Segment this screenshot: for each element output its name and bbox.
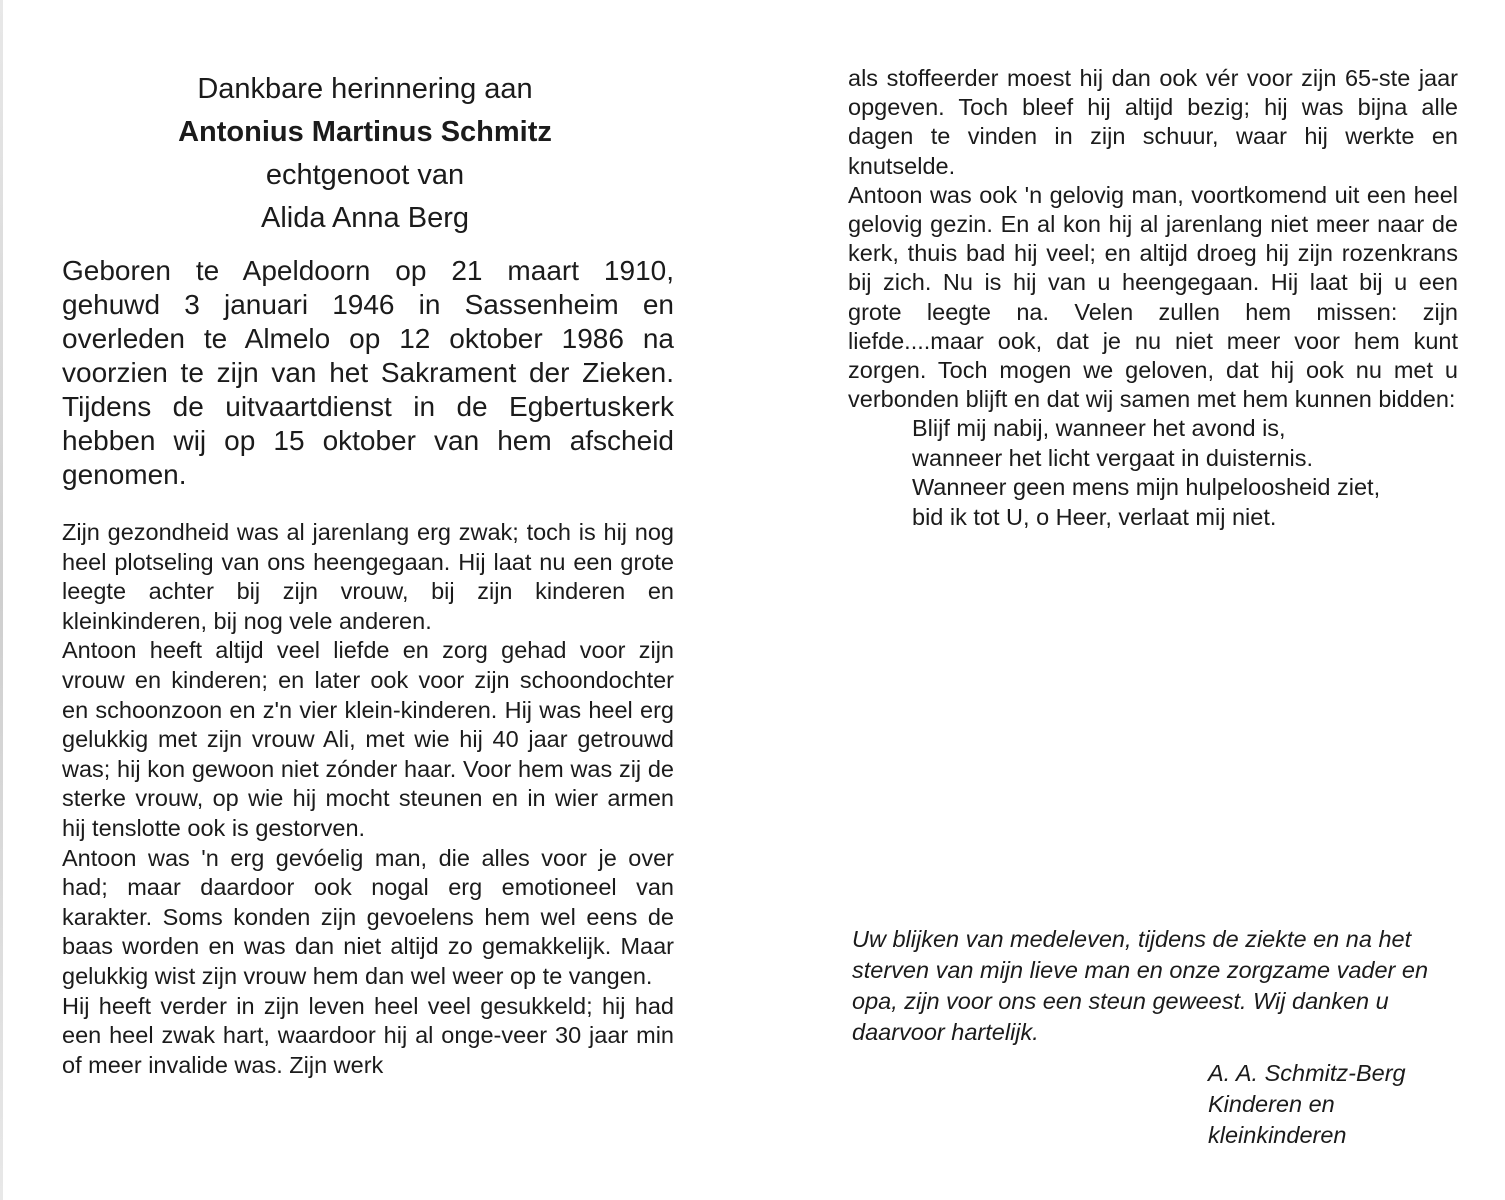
card-heading xyxy=(56,68,674,240)
paragraph: Hij heeft verder in zijn leven heel veel gesukkeld; hij had een heel zwak hart, waardoor hij al onge-veer 30 jaar min of meer invalide was. Zijn werk xyxy=(62,992,674,1078)
thanks-note: Uw blijken van medeleven, tijdens de ziekte en na het sterven van mijn lieve man en onze zorgzame vader en opa, zijn voor ons een steun geweest. Wij danken u daarvoor hartelijk. xyxy=(852,926,1429,1045)
poem-line: bid ik tot U, o Heer, verlaat mij niet. xyxy=(912,503,1277,530)
signature-line: kleinkinderen xyxy=(1208,1122,1347,1148)
prayer-poem xyxy=(912,414,1458,532)
left-body-text xyxy=(62,518,674,1080)
signature-line: Kinderen en xyxy=(1208,1091,1335,1117)
poem-line: wanneer het licht vergaat in duisternis. xyxy=(912,444,1314,471)
right-body-text xyxy=(848,64,1458,414)
spouse-name: Alida Anna Berg xyxy=(261,202,469,234)
deceased-name: Antonius Martinus Schmitz xyxy=(178,116,552,148)
left-column xyxy=(62,68,674,1080)
signature-line: A. A. Schmitz-Berg xyxy=(1208,1060,1406,1086)
paragraph: Antoon was ook 'n gelovig man, voortkomend uit een heel gelovig gezin. En al kon hij al jarenlang niet meer naar de kerk, thuis bad hij veel; en altijd droeg hij zijn rozenkrans bij zich. Nu is hij van u heengegaan. Hij laat bij u een grote leegte na. Velen zullen hem missen: zijn liefde....maar ook, dat je nu niet meer voor hem kunt zorgen. Toch mogen we geloven, dat hij ook nu met u verbonden blijft en dat wij samen met hem kunnen bidden: xyxy=(848,181,1458,413)
scan-edge xyxy=(0,0,3,1200)
poem-line: Wanneer geen mens mijn hulpeloosheid ziet, xyxy=(912,474,1381,501)
heading-relation: echtgenoot van xyxy=(265,159,465,191)
right-column xyxy=(848,64,1458,532)
signature-block xyxy=(1208,1058,1406,1151)
paragraph: Antoon heeft altijd veel liefde en zorg gehad voor zijn vrouw en kinderen; en later ook voor zijn schoondochter en schoonzoon en z'n vier klein-kinderen. Hij was heel erg gelukkig met zijn vrouw Ali, met wie hij 40 jaar getrouwd was; hij kon gewoon niet zónder haar. Voor hem was zij de sterke vrouw, op wie hij mocht steunen en in wier armen hij tenslotte ook is gestorven. xyxy=(62,637,674,841)
birth-death-paragraph: Geboren te Apeldoorn op 21 maart 1910, gehuwd 3 januari 1946 in Sassenheim en overleden te Almelo op 12 oktober 1986 na voorzien te zijn van het Sakrament der Zieken. Tijdens de uitvaartdienst in de Egbertuskerk hebben wij op 15 oktober van hem afscheid genomen. xyxy=(62,255,674,490)
paragraph: als stoffeerder moest hij dan ook vér voor zijn 65-ste jaar opgeven. Toch bleef hij altijd bezig; hij was bijna alle dagen te vinden in zijn schuur, waar hij werkte en knutselde. xyxy=(848,65,1458,179)
heading-intro: Dankbare herinnering aan xyxy=(197,73,533,105)
poem-line: Blijf mij nabij, wanneer het avond is, xyxy=(912,415,1286,442)
paragraph: Zijn gezondheid was al jarenlang erg zwak; toch is hij nog heel plotseling van ons heengegaan. Hij laat nu een grote leegte achter bij zijn vrouw, bij zijn kinderen en kleinkinderen, bij nog vele anderen. xyxy=(62,519,674,634)
paragraph: Antoon was 'n erg gevóelig man, die alles voor je over had; maar daardoor ook nogal erg emotioneel van karakter. Soms konden zijn gevoelens hem wel eens de baas worden en was dan niet altijd zo gemakkelijk. Maar gelukkig wist zijn vrouw hem dan wel weer op te vangen. xyxy=(62,844,674,989)
